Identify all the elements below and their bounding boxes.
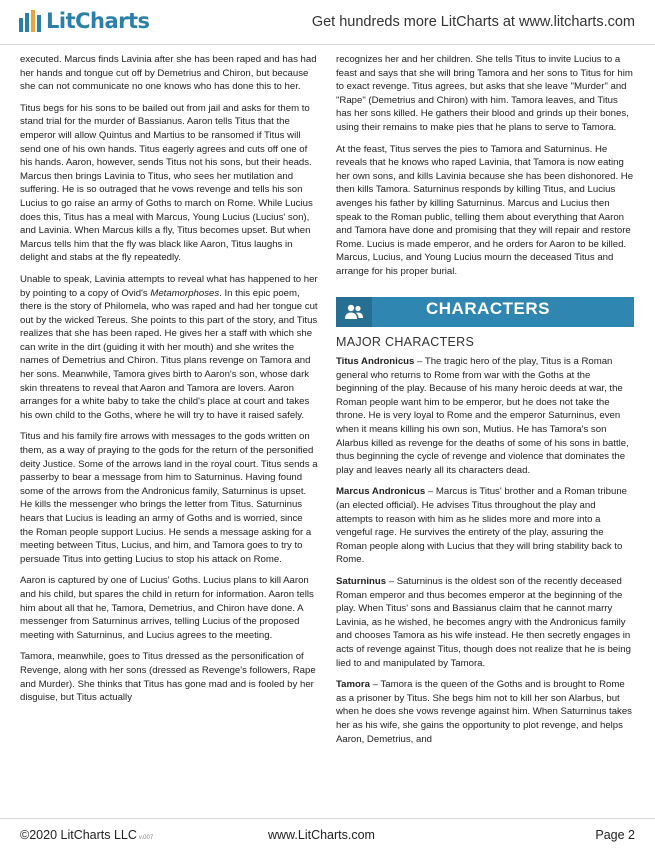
version-label: v.007 bbox=[138, 835, 154, 841]
character-name: Titus Andronicus bbox=[336, 356, 415, 368]
character-entry bbox=[336, 678, 634, 746]
page-footer bbox=[0, 818, 655, 849]
character-description: – Tamora is the queen of the Goths and is brought to Rome as a prisoner by Titus. She begs him not to kill her son Alarbus, but when he does she vows revenge against him. When Saturninus takes her as his wife, she gains the opportunity to plot revenge, and helps Aaron, Demetrius, and bbox=[336, 679, 632, 745]
footer-url-link[interactable]: www.LitCharts.com bbox=[268, 828, 375, 842]
paragraph: Titus and his family fire arrows with messages to the gods written on them, as a way of praying to the gods for the return of the personified deity Justice. Some of the arrows land in the royal court. Titus sends a passerby to bear a message from him to Saturninus. Having found some of the arrows from the Andronicus family, Saturninus is upset. He kills the messenger who brings the letter from Titus. Saturninus hears that Lucius is leading an army of Goths and is worried, since the Roman people support Lucius. He sends a message asking for a meeting between Titus, Lucius, and him, and Tamora goes to try to persuade Titus into getting Lucius to stop his attack on Rome. bbox=[20, 431, 318, 565]
characters-banner-title: CHARACTERS bbox=[426, 298, 550, 318]
character-entry bbox=[336, 485, 634, 567]
character-name: Saturninus bbox=[336, 576, 387, 587]
character-description: – Saturninus is the oldest son of the recently deceased Roman emperor and thus becomes emperor at the beginning of the play. When Titus' sons and Bassianus claim that he cannot marry Lavinia, as he wished, he becomes angry with the Andronicus family and chooses Tamora as his wife instead. He then secretly engages in acts of revenge against Titus, though does not realize that he is being lied to and manipulated by Tamora. bbox=[336, 576, 631, 669]
left-column bbox=[20, 53, 318, 713]
character-name: Marcus Andronicus bbox=[336, 486, 426, 498]
page-header bbox=[0, 0, 655, 45]
characters-icon-box bbox=[336, 297, 372, 327]
characters-section-banner bbox=[336, 297, 634, 327]
copyright-text: ©2020 LitCharts LLC bbox=[20, 828, 137, 842]
paragraph: Tamora, meanwhile, goes to Titus dressed as the personification of Revenge, along with her sons (dressed as Revenge's followers, Rape and Murder). She thinks that Titus has gone mad and is fooled by her disguise, but Titus actually bbox=[20, 651, 316, 704]
footer-copyright bbox=[20, 828, 153, 842]
character-entry bbox=[336, 575, 634, 670]
logo-text: LitCharts bbox=[46, 9, 150, 33]
right-column bbox=[336, 53, 634, 754]
character-description: – The tragic hero of the play, Titus is a Roman general who returns to Rome from war with the Goths at the beginning of the play. Because of his many heroic deeds at war, the Roman people want him to be emperor, but he does not take the throne. He is very loyal to Rome and the emperor Saturninus, even when it means killing his own son, Mutius. He has Tamora's son Alarbus killed as revenge for the deaths of some of his sons in battle, thus beginning the cycle of revenge and violence that dominates the play and leaves nearly all its characters dead. bbox=[336, 356, 629, 476]
text-span: Unable to speak, Lavinia attempts to reveal what has happened to her by pointing to a copy of Ovid's bbox=[20, 273, 318, 299]
litcharts-logo[interactable] bbox=[18, 9, 150, 33]
header-tagline[interactable]: Get hundreds more LitCharts at www.litcharts.com bbox=[311, 14, 635, 30]
paragraph bbox=[20, 273, 318, 423]
text-span: . In this epic poem, there is the story of Philomela, who was raped and had her tongue cut out by the wicked Tereus. She points to this part of the story, and Titus realizes that she has been raped. He gives her a staff with which she can write in the dirt (guiding it with her mouth) and she writes the names of Demetrius and Chiron. Titus plans revenge on Tamora and her sons. Meanwhile, Tamora gives birth to Aaron's son, whose dark skin threatens to reveal that Aaron and Tamora are lovers. Aaron arranges for a white baby to take the child's place at court and takes his own child to the Goths, where he will try to have it raised safely. bbox=[20, 287, 318, 421]
paragraph: Aaron is captured by one of Lucius' Goths. Lucius plans to kill Aaron and his child, but spares the child in return for information. Aaron tells him about all that he, Tamora, Demetrius, and Chiron have done. A messenger from Saturninus arrives, telling Lucius of the proposed meeting with Saturninus, and Lucius agrees to the meeting. bbox=[20, 575, 314, 641]
paragraph: Titus begs for his sons to be bailed out from jail and asks for them to stand trial for the murder of Bassianus. Aaron tells Titus that the emperor will allow Quintus and Martius to be ransomed if Titus will send one of his own hands. Titus eagerly agrees and cuts off one of his hands. Aaron, however, sends Titus not his sons, but their heads. Marcus then brings Lavinia to Titus, who sees her mutilation and suffering. He is so outraged that he vows revenge and tells his son Lucius to go raise an army of Goths to march on Rome. While Lucius does this, Titus has a meal with Marcus, Young Lucius (Lucius' son), and Lavinia. When Marcus kills a fly, Titus becomes upset. But when Marcus tells him that the fly was black like Aaron, Titus laughs in delight and stabs at the fly repeatedly. bbox=[20, 102, 313, 264]
people-icon bbox=[344, 304, 364, 320]
major-characters-heading: MAJOR CHARACTERS bbox=[336, 334, 475, 349]
character-description: – Marcus is Titus' brother and a Roman tribune (an elected official). He advises Titus throughout the play and attempts to reason with him as he slides more and more into a vengeful rage. He survives the entirety of the play, assuring the Roman people along with Lucius that they will bring stability back to Rome. bbox=[336, 486, 627, 566]
paragraph: At the feast, Titus serves the pies to Tamora and Saturninus. He reveals that he knows who raped Lavinia, that Tamora is now eating her own sons, and kills Lavinia because she has been dishonored. He then kills Tamora. Saturninus responds by killing Titus, and Lucius avenges his father by killing Saturninus. Marcus and Lucius then speak to the Roman public, telling them about everything that Aaron and Tamora have done and promising that they will repair and restore Rome. Lucius is made emperor, and he orders for Aaron to be killed. Marcus, Lucius, and Young Lucius mourn the deceased Titus and arrange for his proper burial. bbox=[336, 143, 634, 277]
litcharts-logo-icon bbox=[18, 10, 42, 32]
book-title: Metamorphoses bbox=[150, 287, 220, 299]
page-number: Page 2 bbox=[595, 828, 635, 842]
character-entry bbox=[336, 355, 634, 477]
character-name: Tamora bbox=[336, 679, 370, 691]
paragraph: recognizes her and her children. She tells Titus to invite Lucius to a feast and says that she will bring Tamora and her sons to Titus for him to exact revenge. Titus agrees, but asks that she leave "Murder" and "Rape" (Demetrius and Chiron) with him. Tamora leaves, and Titus has her sons killed. He gathers their blood and grinds up their bones, using their remains to make pies that he plans to serve to Tamora. bbox=[336, 54, 633, 133]
paragraph: executed. Marcus finds Lavinia after she has been raped and has had her hands and tongue cut off by Demetrius and Chiron, but because she can not communicate no one knows who has done this to her. bbox=[20, 54, 317, 93]
